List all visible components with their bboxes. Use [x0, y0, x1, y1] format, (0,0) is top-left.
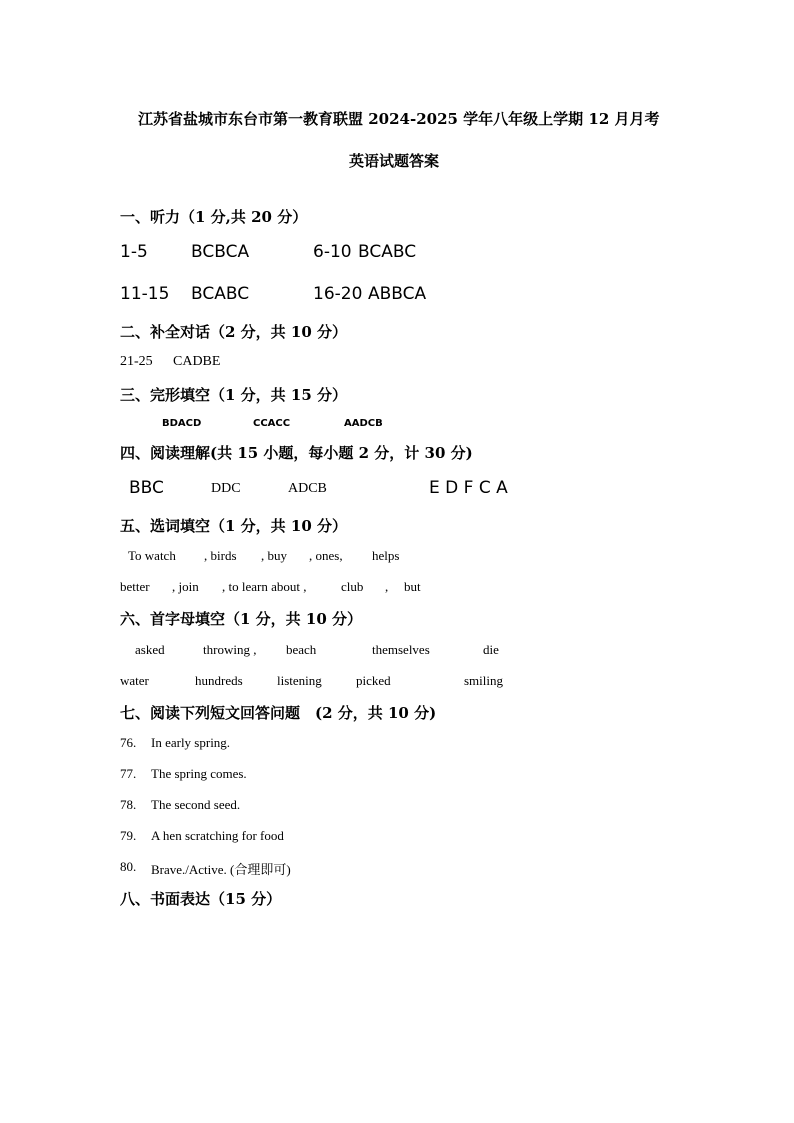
- section-1-heading: 一、听力（1 分,共 20 分）: [120, 208, 308, 226]
- answer-group: CADBE: [173, 354, 221, 369]
- answer-group: CCACC: [253, 418, 291, 429]
- answer-group: BDACD: [162, 418, 202, 429]
- section-7-heading: 七、阅读下列短文回答问题 (2 分，共 10 分): [120, 704, 437, 722]
- section-6-heading: 六、首字母填空（1 分，共 10 分）: [120, 610, 362, 628]
- answer-text: The spring comes.: [151, 766, 247, 781]
- answer-word: picked: [356, 673, 391, 688]
- section-3-heading: 三、完形填空（1 分，共 15 分）: [120, 386, 347, 404]
- document-subtitle: 英语试题答案: [349, 152, 440, 170]
- answer-word: themselves: [372, 642, 430, 657]
- question-number: 79.: [120, 828, 137, 843]
- answer-word: beach: [286, 642, 317, 657]
- answer-word: To watch: [128, 548, 176, 563]
- answer-word: hundreds: [195, 673, 243, 688]
- question-range: 16-20: [313, 284, 363, 304]
- answer-group: BCBCA: [191, 242, 250, 262]
- answer-text: A hen scratching for food: [151, 828, 284, 843]
- question-number: 77.: [120, 766, 137, 781]
- question-number: 80.: [120, 859, 137, 874]
- answer-group: DDC: [211, 481, 241, 496]
- answer-group: ABBCA: [368, 284, 427, 304]
- answer-group: BCABC: [358, 242, 417, 262]
- answer-word: , buy: [261, 548, 287, 563]
- answer-word: , join: [172, 579, 199, 594]
- answer-word: , to learn about ,: [222, 579, 307, 594]
- section-5-heading: 五、选词填空（1 分，共 10 分）: [120, 517, 347, 535]
- answer-word: helps: [372, 548, 400, 563]
- answer-text: In early spring.: [151, 735, 231, 750]
- answer-word: throwing ,: [203, 642, 257, 657]
- answer-group: BBC: [129, 478, 164, 498]
- answer-word: water: [120, 673, 149, 688]
- answer-group: E D F C A: [429, 478, 508, 498]
- answer-word: die: [483, 642, 499, 657]
- question-number: 76.: [120, 735, 137, 750]
- answer-word: asked: [135, 642, 165, 657]
- answer-group: BCABC: [191, 284, 250, 304]
- answer-word: listening: [277, 673, 322, 688]
- answer-word: , birds: [204, 548, 237, 563]
- answer-text: The second seed.: [151, 797, 241, 812]
- section-8-heading: 八、书面表达（15 分）: [120, 890, 282, 908]
- answer-word: , ones,: [309, 548, 343, 563]
- answer-word: ,: [385, 579, 389, 594]
- question-range: 11-15: [120, 284, 170, 304]
- answer-word: better: [120, 579, 150, 594]
- section-2-heading: 二、补全对话（2 分，共 10 分）: [120, 323, 347, 341]
- section-4-heading: 四、阅读理解(共 15 小题，每小题 2 分，计 30 分): [120, 444, 473, 462]
- question-range: 21-25: [120, 354, 153, 369]
- document-title: 江苏省盐城市东台市第一教育联盟 2024-2025 学年八年级上学期 12 月月考: [138, 110, 660, 128]
- answer-text: Brave./Active. (合理即可): [151, 862, 291, 877]
- answer-group: AADCB: [344, 418, 383, 429]
- answer-word: smiling: [464, 673, 504, 688]
- answer-word: but: [404, 579, 421, 594]
- question-range: 6-10: [313, 242, 352, 262]
- question-number: 78.: [120, 797, 137, 812]
- question-range: 1-5: [120, 242, 148, 262]
- answer-word: club: [341, 579, 364, 594]
- answer-group: ADCB: [288, 481, 327, 496]
